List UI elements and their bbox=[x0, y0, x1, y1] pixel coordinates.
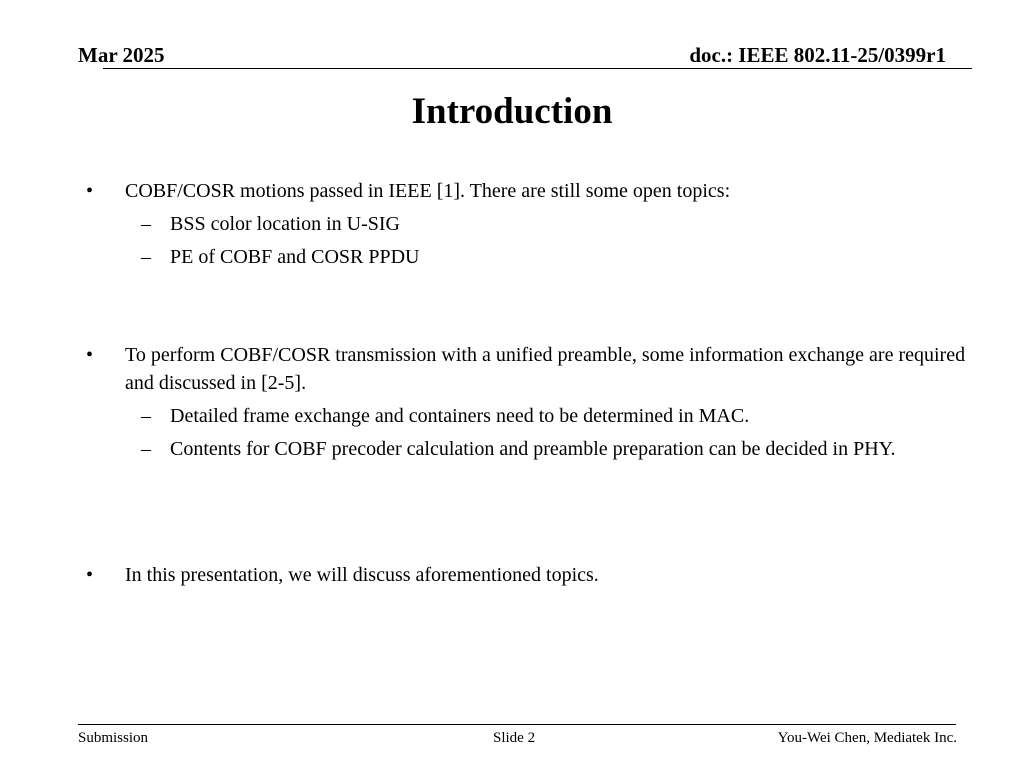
sub-bullet-marker: – bbox=[141, 213, 151, 235]
sub-bullet-1-2-text: PE of COBF and COSR PPDU bbox=[170, 246, 420, 268]
header-date: Mar 2025 bbox=[78, 43, 165, 67]
footer-slide-number: Slide 2 bbox=[493, 730, 536, 746]
sub-bullet-marker: – bbox=[141, 246, 151, 268]
bullet-1-text: COBF/COSR motions passed in IEEE [1]. There are still some open topics: bbox=[125, 180, 731, 202]
footer-submission: Submission bbox=[78, 730, 149, 746]
sub-bullet-2-1-text: Detailed frame exchange and containers need to be determined in MAC. bbox=[170, 405, 750, 427]
slide-title: Introduction bbox=[411, 91, 613, 132]
bullet-marker: • bbox=[86, 564, 94, 586]
bullet-3-text: In this presentation, we will discuss aforementioned topics. bbox=[125, 564, 599, 586]
sub-bullet-1-1-text: BSS color location in U-SIG bbox=[170, 213, 400, 235]
sub-bullet-marker: – bbox=[141, 438, 151, 460]
header-doc-id: doc.: IEEE 802.11-25/0399r1 bbox=[689, 43, 946, 67]
bullet-2-text: To perform COBF/COSR transmission with a unified preamble, some information exchange are required and discussed in [2-5]. bbox=[125, 344, 966, 394]
footer-author: You-Wei Chen, Mediatek Inc. bbox=[777, 730, 957, 746]
bullet-marker: • bbox=[86, 180, 94, 202]
bullet-marker: • bbox=[86, 344, 94, 366]
footer-divider bbox=[78, 724, 956, 725]
sub-bullet-2-2-text: Contents for COBF precoder calculation and preamble preparation can be decided in PHY. bbox=[170, 438, 896, 460]
sub-bullet-marker: – bbox=[141, 405, 151, 427]
